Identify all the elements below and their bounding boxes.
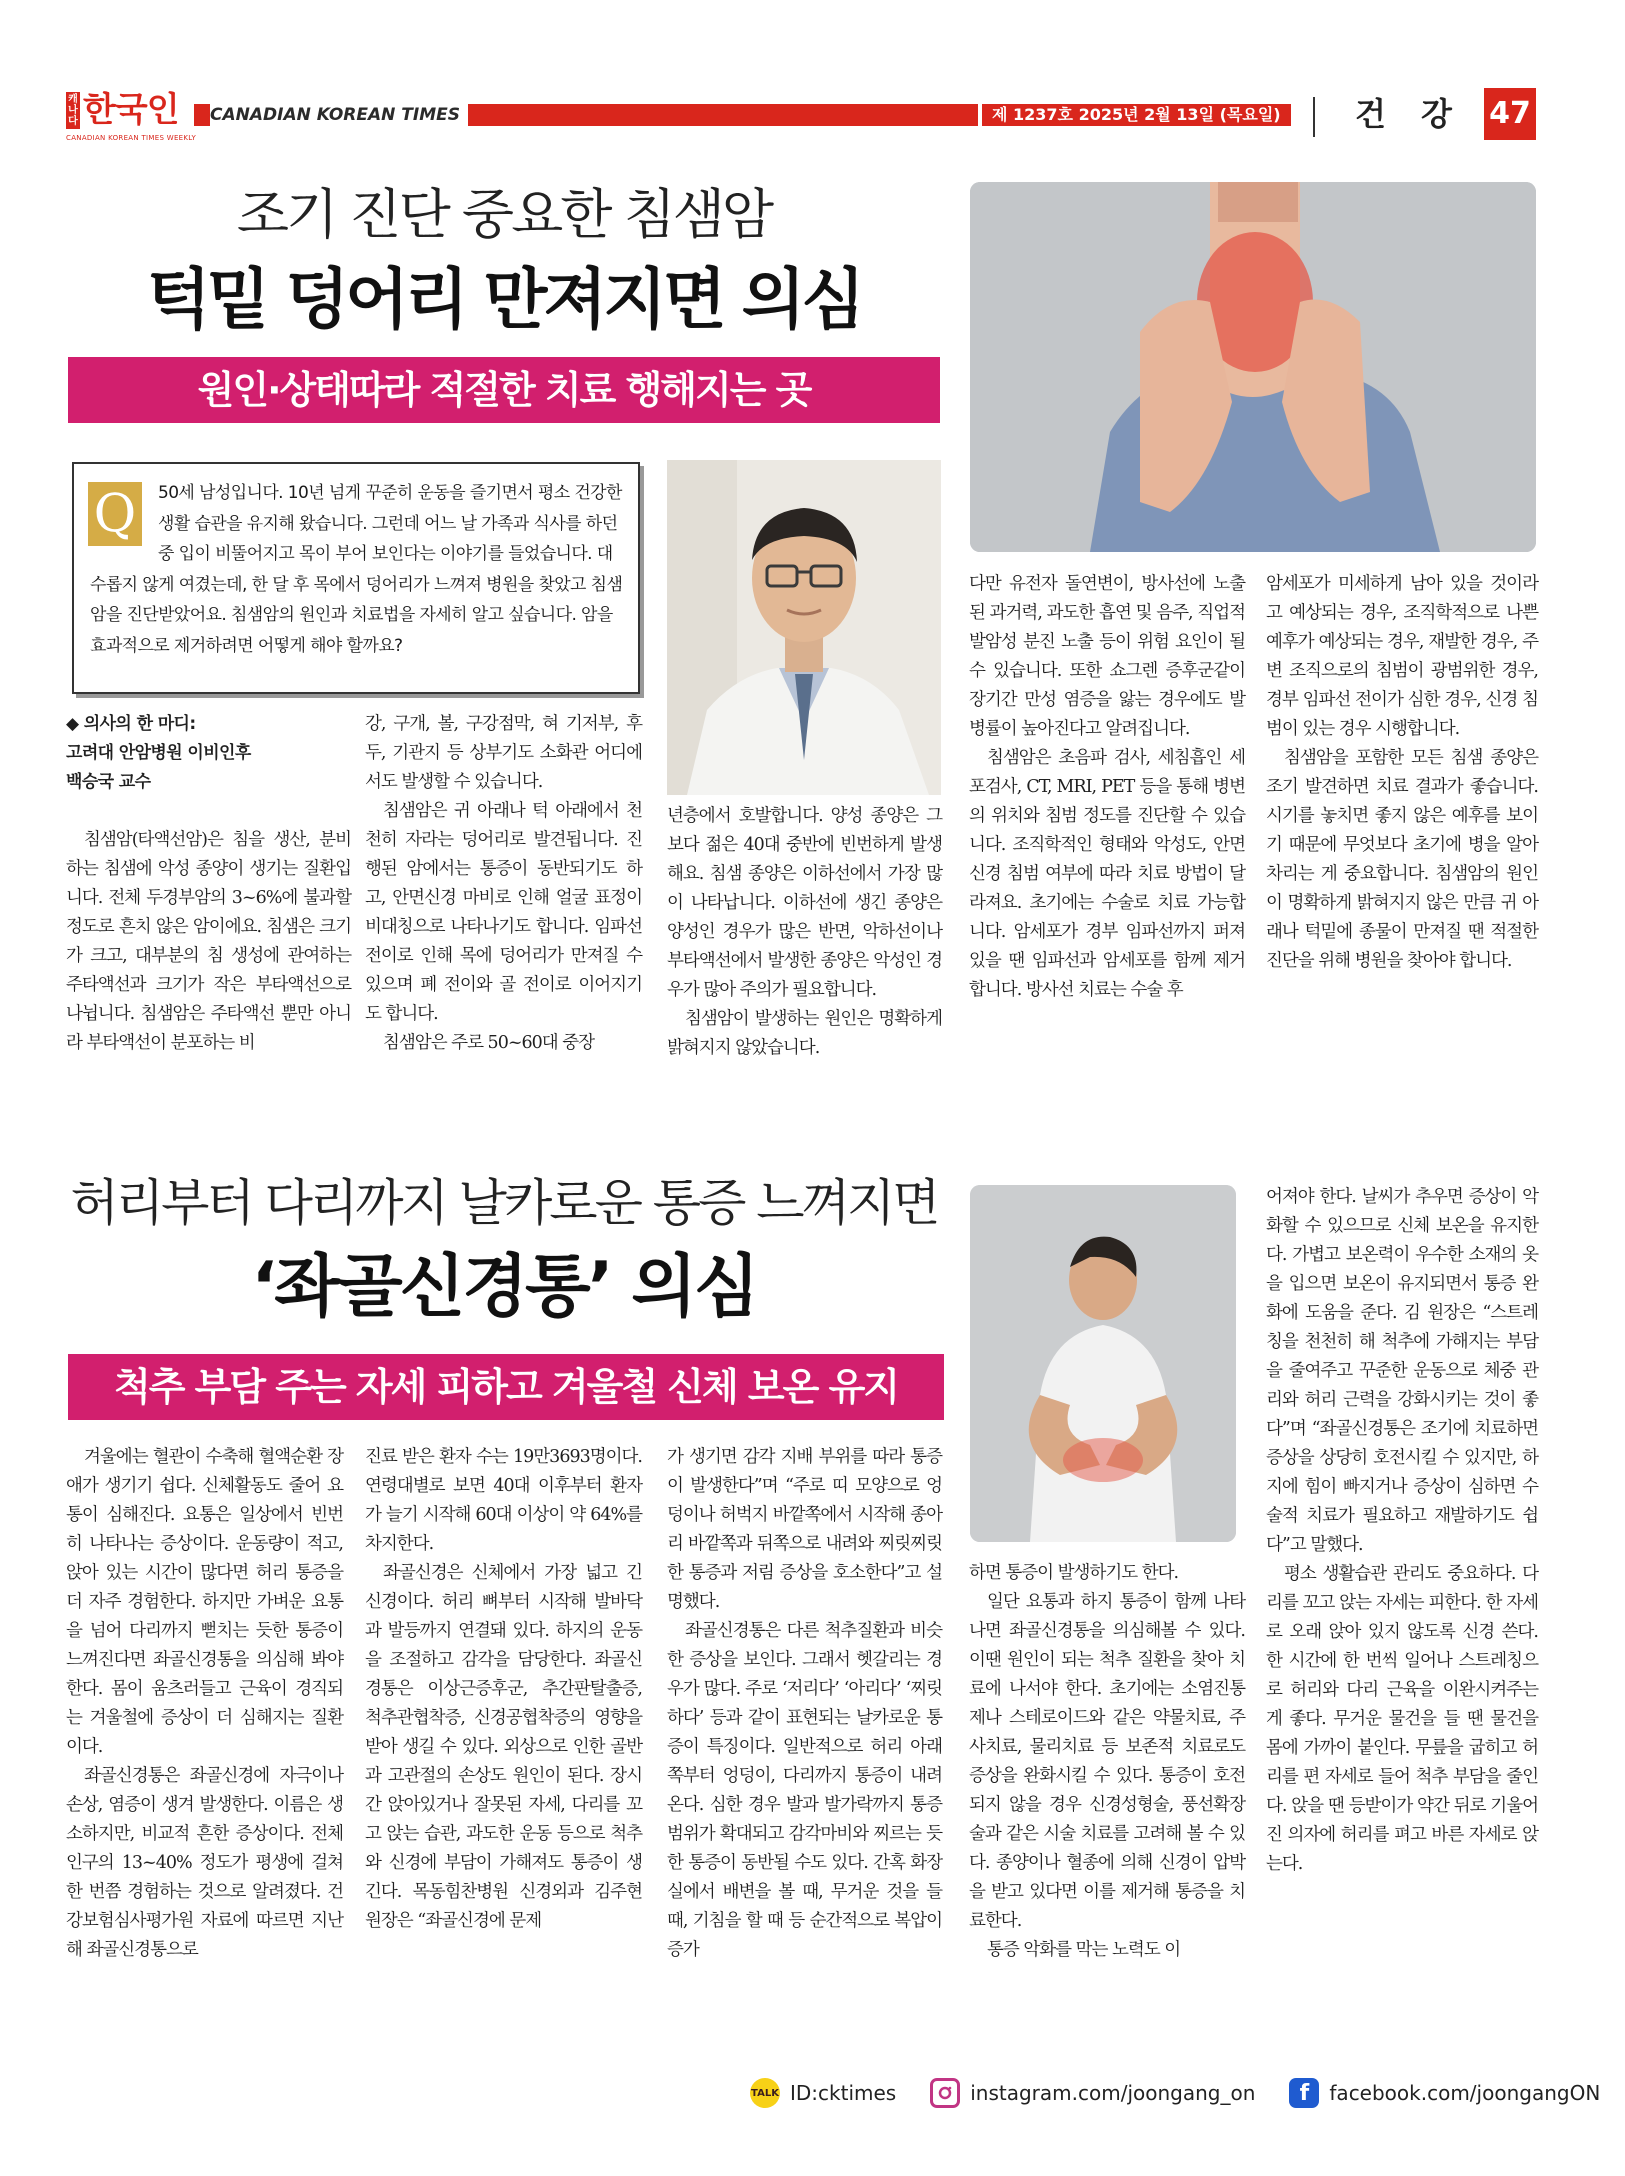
question-text: 50세 남성입니다. 10년 넘게 꾸준히 운동을 즐기면서 평소 건강한 생활 습관을 유지해 왔습니다. 그런데 어느 날 가족과 식사를 하던 중 입이 비뚤어지고 목이 부어 보인다는 이야기를 들었습니다. 대수롭지 않게 여겼는데, 한 달 후 목에서 덩어리가 느껴져 병원을 찾았고 침샘암을 진단받았어요. 침샘암의 원인과 치료법을 자세히 알고 싶습니다. 암을 효과적으로 제거하려면 어떻게 해야 할까요? [90,483,623,656]
kakaotalk-icon: TALK [750,2078,780,2108]
article1-paragraph: 암세포가 미세하게 남아 있을 것이라고 예상되는 경우, 조직학적으로 나쁜 예후가 예상되는 경우, 재발한 경우, 주변 조직으로의 침범이 광범위한 경우, 경부 임파선 전이가 심한 경우, 신경 침범이 있는 경우 시행합니다. [1266,574,1538,739]
instagram-link[interactable]: instagram.com/joongang_on [970,2081,1256,2105]
logo-vertical-text: 캐나다 [66,92,80,129]
facebook-icon: f [1289,2078,1319,2108]
article1-column-1 [66,710,351,1058]
issue-date: 제 1237호 2025년 2월 13일 (목요일) [982,104,1291,126]
article1-paragraph: 다만 유전자 돌연변이, 방사선에 노출된 과거력, 과도한 흡연 및 음주, 직업적 발암성 분진 노출 등이 위험 요인이 될 수 있습니다. 또한 쇼그렌 증후군같이 장기간 만성 염증을 앓는 경우에도 발병률이 높아진다고 알려집니다. [969,574,1245,739]
article2-paragraph: 겨울에는 혈관이 수축해 혈액순환 장애가 생기기 쉽다. 신체활동도 줄어 요통이 심해진다. 요통은 일상에서 빈번히 나타나는 증상이다. 운동량이 적고, 앉아 있는 시간이 많다면 허리 통증을 더 자주 경험한다. 하지만 가벼운 요통을 넘어 다리까지 뻗치는 듯한 통증이 느껴진다면 좌골신경통을 의심해 봐야 한다. 몸이 움츠러들고 근육이 경직되는 겨울철에 증상이 더 심해지는 질환이다. [66,1447,343,1757]
article2-paragraph: 하면 통증이 발생하기도 한다. [969,1563,1179,1583]
logo-sub-text: CANADIAN KOREAN TIMES WEEKLY [66,134,197,142]
article1-column-2 [365,710,642,1058]
article2-subheadline: 척추 부담 주는 자세 피하고 겨울철 신체 보온 유지 [68,1354,944,1420]
doctor-note-name: 백승국 교수 [66,772,151,792]
article1-paragraph: 침샘암을 포함한 모든 침샘 종양은 조기 발견하면 치료 결과가 좋습니다. 시기를 놓치면 좋지 않은 예후를 보이기 때문에 무엇보다 초기에 병을 알아차리는 게 중요합니다. 침샘암의 원인이 명확하게 밝혀지지 않은 만큼 귀 아래나 턱밑에 종물이 만져질 땐 적절한 진단을 위해 병원을 찾아야 합니다. [1266,748,1538,971]
article1-kicker: 조기 진단 중요한 침샘암 [236,183,772,246]
sore-throat-photo [970,182,1536,552]
doctor-note-affiliation: 고려대 안암병원 이비인후 [66,743,251,763]
question-box [72,462,640,694]
logo-main-text: 한국인 [83,90,179,130]
article1-paragraph: 침샘암은 초음파 검사, 세침흡인 세포검사, CT, MRI, PET 등을 통해 병변의 위치와 침범 정도를 진단할 수 있습니다. 조직학적인 형태와 악성도, 안면신경 침범 여부에 따라 치료 방법이 달라져요. 초기에는 수술로 치료 가능합니다. 암세포가 경부 임파선까지 퍼져 있을 땐 임파선과 암세포를 함께 제거합니다. 방사선 치료는 수술 후 [969,748,1245,1000]
article1-paragraph: 침샘암은 귀 아래나 턱 아래에서 천천히 자라는 덩어리로 발견됩니다. 진행된 암에서는 통증이 동반되기도 하고, 안면신경 마비로 인해 얼굴 표정이 비대칭으로 나타나기도 합니다. 임파선 전이로 인해 목에 덩어리가 만져질 수 있으며 폐 전이와 골 전이로 이어지기도 합니다. [365,801,642,1024]
article2-column-3 [667,1443,942,1965]
article1-column-5 [1266,570,1538,976]
article1-headline: 턱밑 덩어리 만져지면 의심 [146,261,862,338]
article2-column-1 [66,1443,343,1965]
question-text-wrap [90,478,624,661]
article1-paragraph: 년층에서 호발합니다. 양성 종양은 그보다 젊은 40대 중반에 빈번하게 발생해요. 침샘 종양은 이하선에서 가장 많이 나타납니다. 이하선에 생긴 종양은 양성인 경우가 많은 반면, 악하선이나 부타액선에서 발생한 종양은 악성인 경우가 많아 주의가 필요합니다. [667,806,942,1000]
article1-paragraph: 침샘암(타액선암)은 침을 생산, 분비하는 침샘에 악성 종양이 생기는 질환입니다. 전체 두경부암의 3~6%에 불과할 정도로 흔치 않은 암이에요. 침샘은 크기가 크고, 대부분의 침 생성에 관여하는 주타액선과 크기가 작은 부타액선으로 나뉩니다. 침샘암은 주타액선 뿐만 아니라 부타액선이 분포하는 비 [66,830,351,1053]
article1-paragraph: 침샘암은 주로 50~60대 중장 [383,1033,595,1053]
header-divider [1313,97,1315,137]
article2-paragraph: 좌골신경통은 좌골신경에 자극이나 손상, 염증이 생겨 발생한다. 이름은 생소하지만, 비교적 흔한 증상이다. 전체 인구의 13~40% 정도가 평생에 걸쳐 한 번쯤 경험하는 것으로 알려졌다. 건강보험심사평가원 자료에 따르면 지난해 좌골신경통으로 [66,1766,343,1960]
article1-column-4 [969,570,1245,1005]
article1-paragraph: 강, 구개, 볼, 구강점막, 혀 기저부, 후두, 기관지 등 상부기도 소화관 어디에서도 발생할 수 있습니다. [365,714,642,792]
article2-headline: ‘좌골신경통’ 의심 [251,1248,757,1327]
paper-name: CANADIAN KOREAN TIMES [210,104,468,126]
doctor-note-heading: ◆ 의사의 한 마디: [66,714,196,734]
article2-paragraph: 일단 요통과 하지 통증이 함께 나타나면 좌골신경통을 의심해볼 수 있다. 이땐 원인이 되는 척추 질환을 찾아 치료에 나서야 한다. 초기에는 소염진통제나 스테로이드와 같은 약물치료, 주사치료, 물리치료 등 보존적 치료로도 증상을 완화시킬 수 있다. 통증이 호전되지 않을 경우 신경성형술, 풍선확장술과 같은 시술 치료를 고려해 볼 수 있다. 종양이나 혈종에 의해 신경이 압박을 받고 있다면 이를 제거해 통증을 치료한다. [969,1592,1245,1931]
article2-paragraph: 통증 악화를 막는 노력도 이 [987,1940,1181,1960]
article1-column-3 [667,802,942,1063]
article1-paragraph: 침샘암이 발생하는 원인은 명확하게 밝혀지지 않았습니다. [667,1009,942,1058]
article2-kicker: 허리부터 다리까지 날카로운 통증 느껴지면 [70,1174,938,1232]
article2-paragraph: 가 생기면 감각 지배 부위를 따라 통증이 발생한다”며 “주로 띠 모양으로 엉덩이나 허벅지 바깥쪽에서 시작해 종아리 바깥쪽과 뒤쪽으로 내려와 찌릿찌릿한 통증과 저림 증상을 호소한다”고 설명했다. [667,1447,942,1612]
facebook-link[interactable]: facebook.com/joongangON [1329,2081,1601,2105]
article2-paragraph: 좌골신경통은 다른 척추질환과 비슷한 증상을 보인다. 그래서 헷갈리는 경우가 많다. 주로 ‘저리다’ ‘아리다’ ‘찌릿하다’ 등과 같이 표현되는 날카로운 통증이 특징이다. 일반적으로 허리 아래쪽부터 엉덩이, 다리까지 통증이 내려온다. 심한 경우 발과 발가락까지 통증 범위가 확대되고 감각마비와 찌르는 듯한 통증이 동반될 수도 있다. 간혹 화장실에서 배변을 볼 때, 무거운 것을 들 때, 기침을 할 때 등 순간적으로 복압이 증가 [667,1621,942,1960]
instagram-icon [930,2078,960,2108]
section-title: 건 강 [1355,95,1464,133]
back-pain-photo [970,1185,1236,1542]
kakaotalk-id[interactable]: ID:cktimes [790,2081,897,2105]
article2-paragraph: 좌골신경은 신체에서 가장 넓고 긴 신경이다. 허리 뼈부터 시작해 발바닥과 발등까지 연결돼 있다. 하지의 운동을 조절하고 감각을 담당한다. 좌골신경통은 이상근증후군, 추간판탈출증, 척추관협착증, 신경공협착증의 영향을 받아 생길 수 있다. 외상으로 인한 골반과 고관절의 손상도 원인이 된다. 장시간 앉아있거나 잘못된 자세, 다리를 꼬고 앉는 습관, 과도한 운동 등으로 척추와 신경에 부담이 가해져도 통증이 생긴다. 목동힘찬병원 신경외과 김주현 원장은 “좌골신경에 문제 [365,1563,642,1931]
article2-paragraph: 평소 생활습관 관리도 중요하다. 다리를 꼬고 앉는 자세는 피한다. 한 자세로 오래 앉아 있지 않도록 신경 쓴다. 한 시간에 한 번씩 일어나 스트레칭으로 허리와 다리 근육을 이완시켜주는 게 좋다. 무거운 물건을 들 땐 물건을 몸에 가까이 붙인다. 무릎을 굽히고 허리를 편 자세로 들어 척추 부담을 줄인다. 앉을 땐 등받이가 약간 뒤로 기울어진 의자에 허리를 펴고 바른 자세로 앉는다. [1266,1564,1538,1874]
article2-paragraph: 진료 받은 환자 수는 19만3693명이다. 연령대별로 보면 40대 이후부터 환자가 늘기 시작해 60대 이상이 약 64%를 차지한다. [365,1447,642,1554]
article2-column-2 [365,1443,642,1936]
question-spacer [90,478,158,566]
article2-column-4 [969,1559,1245,1965]
masthead-logo [66,88,197,146]
doctor-portrait-photo [667,460,941,795]
page-number: 47 [1484,88,1536,140]
article2-column-5 [1266,1183,1538,1879]
article2-paragraph: 어져야 한다. 날씨가 추우면 증상이 악화할 수 있으므로 신체 보온을 유지한다. 가볍고 보온력이 우수한 소재의 옷을 입으면 보온이 유지되면서 통증 완화에 도움을 준다. 김 원장은 “스트레칭을 천천히 해 척추에 가해지는 부담을 줄여주고 꾸준한 운동으로 체중 관리와 허리 근력을 강화시키는 것이 좋다”며 “좌골신경통은 조기에 치료하면 증상을 상당히 호전시킬 수 있지만, 하지에 힘이 빠지거나 증상이 심하면 수술적 치료가 필요하고 재발하기도 쉽다”고 말했다. [1266,1187,1538,1555]
article1-subheadline: 원인·상태따라 적절한 치료 행해지는 곳 [68,357,940,423]
question-q-icon: Q [88,482,142,546]
footer-social-links [750,2076,1600,2110]
